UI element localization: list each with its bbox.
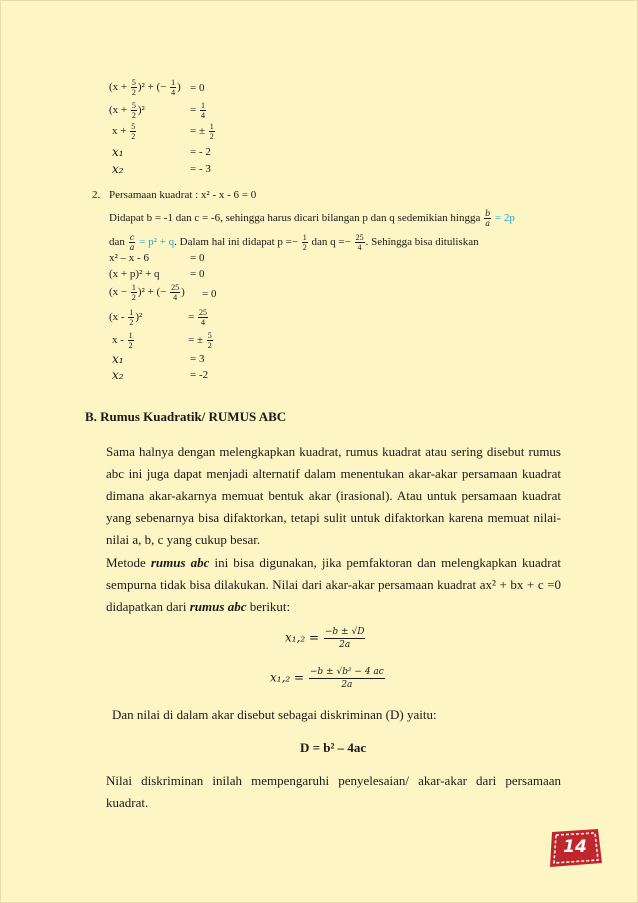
text: )² + (− bbox=[137, 286, 170, 299]
formula-lhs: x₁,₂ = bbox=[285, 630, 323, 645]
den: 2 bbox=[131, 88, 136, 97]
text: = ± bbox=[188, 334, 206, 347]
text: Didapat b = -1 dan c = -6, sehingga harus dicari bilangan p dan q sedemikian hingga bbox=[109, 212, 484, 225]
paragraph-line: dimana akar-akarnya memuat bentuk akar (irasional). Atau untuk persamaan kuadrat bbox=[106, 488, 561, 503]
paragraph-line: Sama halnya dengan melengkapkan kuadrat, rumus kuadrat atau sering disebut rumus bbox=[106, 444, 561, 459]
step1-row2-value bbox=[190, 101, 207, 120]
item2-line2 bbox=[109, 233, 479, 252]
num: 1 bbox=[171, 78, 176, 87]
num: c bbox=[129, 233, 135, 242]
abc-formula-1 bbox=[285, 626, 366, 651]
den: 2 bbox=[131, 132, 136, 141]
num: −b ± √b² − 4 ac bbox=[309, 667, 384, 677]
item2-step5-value bbox=[188, 331, 214, 350]
text: ) bbox=[177, 81, 181, 94]
fraction bbox=[170, 283, 180, 302]
paragraph-line: nilai a, b, c yang cukup besar. bbox=[106, 532, 261, 547]
den: 4 bbox=[357, 243, 362, 252]
fraction bbox=[324, 626, 366, 651]
text: )² + (− bbox=[137, 81, 170, 94]
den: 2 bbox=[129, 318, 134, 327]
fraction bbox=[198, 308, 208, 327]
discriminant-formula: D = b² – 4ac bbox=[300, 740, 367, 755]
fraction bbox=[129, 233, 136, 252]
text: x + bbox=[112, 125, 130, 138]
num: 1 bbox=[209, 122, 214, 131]
fraction bbox=[355, 233, 365, 252]
text: = 2p bbox=[492, 212, 515, 225]
fraction bbox=[207, 331, 213, 350]
fraction bbox=[302, 233, 308, 252]
text: dan bbox=[109, 236, 128, 249]
item2-number: 2. bbox=[92, 189, 101, 201]
num: 1 bbox=[302, 233, 307, 242]
num: b bbox=[485, 209, 491, 218]
text: . Sehingga bisa dituliskan bbox=[365, 236, 479, 249]
step1-x1-value: = - 2 bbox=[190, 146, 211, 158]
den: a bbox=[129, 243, 135, 252]
text: (x − bbox=[109, 286, 130, 299]
step1-row3-value bbox=[190, 122, 216, 141]
text: ini bisa digunakan, jika pemfaktoran dan melengkapkan kuadrat bbox=[209, 555, 561, 570]
text: )² bbox=[135, 311, 143, 324]
fraction bbox=[131, 101, 137, 120]
paragraph-line: sempurna tidak bisa dilakukan. Nilai dari akar-akar persamaan kuadrat ax² + bx + c =0 bbox=[106, 577, 561, 592]
item2-x2-label: x₂ bbox=[112, 368, 124, 382]
den: 2 bbox=[209, 132, 214, 141]
item2-heading: Persamaan kuadrat : x² - x - 6 = 0 bbox=[109, 189, 257, 201]
fraction bbox=[484, 209, 491, 228]
paragraph-line: yang sebenarnya bisa difaktorkan, tetapi sulit untuk difaktorkan karena memuat nilai- bbox=[106, 510, 561, 525]
item2-step2-value: = 0 bbox=[190, 268, 205, 280]
text: ) bbox=[181, 286, 185, 299]
fraction bbox=[309, 666, 385, 691]
paragraph-line bbox=[106, 596, 561, 618]
den: 4 bbox=[200, 318, 205, 327]
discriminant-intro: Dan nilai di dalam akar disebut sebagai diskriminan (D) yaitu: bbox=[112, 707, 437, 722]
paragraph-line bbox=[106, 552, 561, 574]
item2-x1-value: = 3 bbox=[190, 353, 205, 365]
item2-step1: x² – x - 6 bbox=[109, 252, 149, 264]
section-b-paragraph1 bbox=[106, 441, 561, 551]
paragraph-line: kuadrat. bbox=[106, 795, 149, 810]
item2-line1 bbox=[109, 209, 515, 228]
paragraph-line: Nilai diskriminan inilah mempengaruhi penyelesaian/ akar-akar dari persamaan bbox=[106, 773, 561, 788]
item2-step3 bbox=[109, 283, 185, 302]
num: 1 bbox=[200, 101, 205, 110]
den: 2 bbox=[131, 293, 136, 302]
formula-lhs: x₁,₂ = bbox=[270, 670, 308, 685]
fraction bbox=[200, 101, 206, 120]
fraction bbox=[131, 283, 137, 302]
fraction bbox=[170, 78, 176, 97]
den: 2 bbox=[128, 341, 133, 350]
text: (x + bbox=[109, 104, 130, 117]
text: Metode bbox=[106, 555, 151, 570]
step1-x2-value: = - 3 bbox=[190, 163, 211, 175]
num: 5 bbox=[131, 122, 136, 131]
num: 25 bbox=[355, 233, 364, 242]
item2-step4-value bbox=[188, 308, 209, 327]
den: a bbox=[485, 219, 491, 228]
text: = ± bbox=[190, 125, 208, 138]
item2-step1-value: = 0 bbox=[190, 252, 205, 264]
fraction bbox=[131, 78, 137, 97]
step1-x1-label: x₁ bbox=[112, 145, 124, 159]
num: −b ± √D bbox=[324, 627, 365, 637]
step1-x2-label: x₂ bbox=[112, 162, 124, 176]
fraction bbox=[128, 308, 134, 327]
num: 5 bbox=[131, 78, 136, 87]
item2-x2-value: = -2 bbox=[190, 369, 209, 381]
text: berikut: bbox=[246, 599, 291, 614]
num: 25 bbox=[171, 283, 180, 292]
item2-step3-value: = 0 bbox=[202, 288, 217, 300]
text: (x + bbox=[109, 81, 130, 94]
item2-x1-label: x₁ bbox=[112, 352, 124, 366]
paragraph-line: abc ini juga dapat menjadi alternatif dalam menentukan akar-akar persamaan kuadrat bbox=[106, 466, 561, 481]
den: 4 bbox=[173, 293, 178, 302]
text: x - bbox=[112, 334, 127, 347]
fraction bbox=[130, 122, 136, 141]
den: 4 bbox=[200, 111, 205, 120]
den: 2a bbox=[341, 680, 353, 690]
section-b-paragraph3 bbox=[106, 770, 561, 814]
den: 4 bbox=[171, 88, 176, 97]
item2-step2: (x + p)² + q bbox=[109, 268, 160, 280]
text: = bbox=[190, 104, 197, 117]
page-number: 14 bbox=[563, 837, 587, 857]
page-number-badge bbox=[548, 829, 602, 867]
step1-row2 bbox=[109, 101, 145, 120]
fraction bbox=[128, 331, 134, 350]
num: 1 bbox=[129, 308, 134, 317]
den: 2 bbox=[131, 111, 136, 120]
abc-formula-2 bbox=[270, 666, 386, 691]
text: (x - bbox=[109, 311, 128, 324]
num: 5 bbox=[131, 101, 136, 110]
section-b-paragraph2 bbox=[106, 552, 561, 618]
num: 5 bbox=[207, 331, 212, 340]
item2-step4 bbox=[109, 308, 142, 327]
emphasis: rumus abc bbox=[189, 599, 247, 614]
den: 2a bbox=[339, 640, 351, 650]
num: 1 bbox=[128, 331, 133, 340]
den: 2 bbox=[302, 243, 307, 252]
fraction bbox=[209, 122, 215, 141]
den: 2 bbox=[207, 341, 212, 350]
text: didapatkan dari bbox=[106, 599, 190, 614]
item2-step5 bbox=[112, 331, 135, 350]
text: = p² + q bbox=[136, 236, 175, 249]
text: dan q =− bbox=[308, 236, 354, 249]
emphasis: rumus abc bbox=[150, 555, 210, 570]
text: = bbox=[188, 311, 195, 324]
num: 1 bbox=[131, 283, 136, 292]
num: 25 bbox=[198, 308, 207, 317]
step1-row3 bbox=[112, 122, 137, 141]
text: . Dalam hal ini didapat p =− bbox=[174, 236, 301, 249]
step1-row1 bbox=[109, 78, 181, 97]
step1-row1-value: = 0 bbox=[190, 82, 205, 94]
text: )² bbox=[137, 104, 145, 117]
section-b-heading: B. Rumus Kuadratik/ RUMUS ABC bbox=[85, 409, 287, 424]
